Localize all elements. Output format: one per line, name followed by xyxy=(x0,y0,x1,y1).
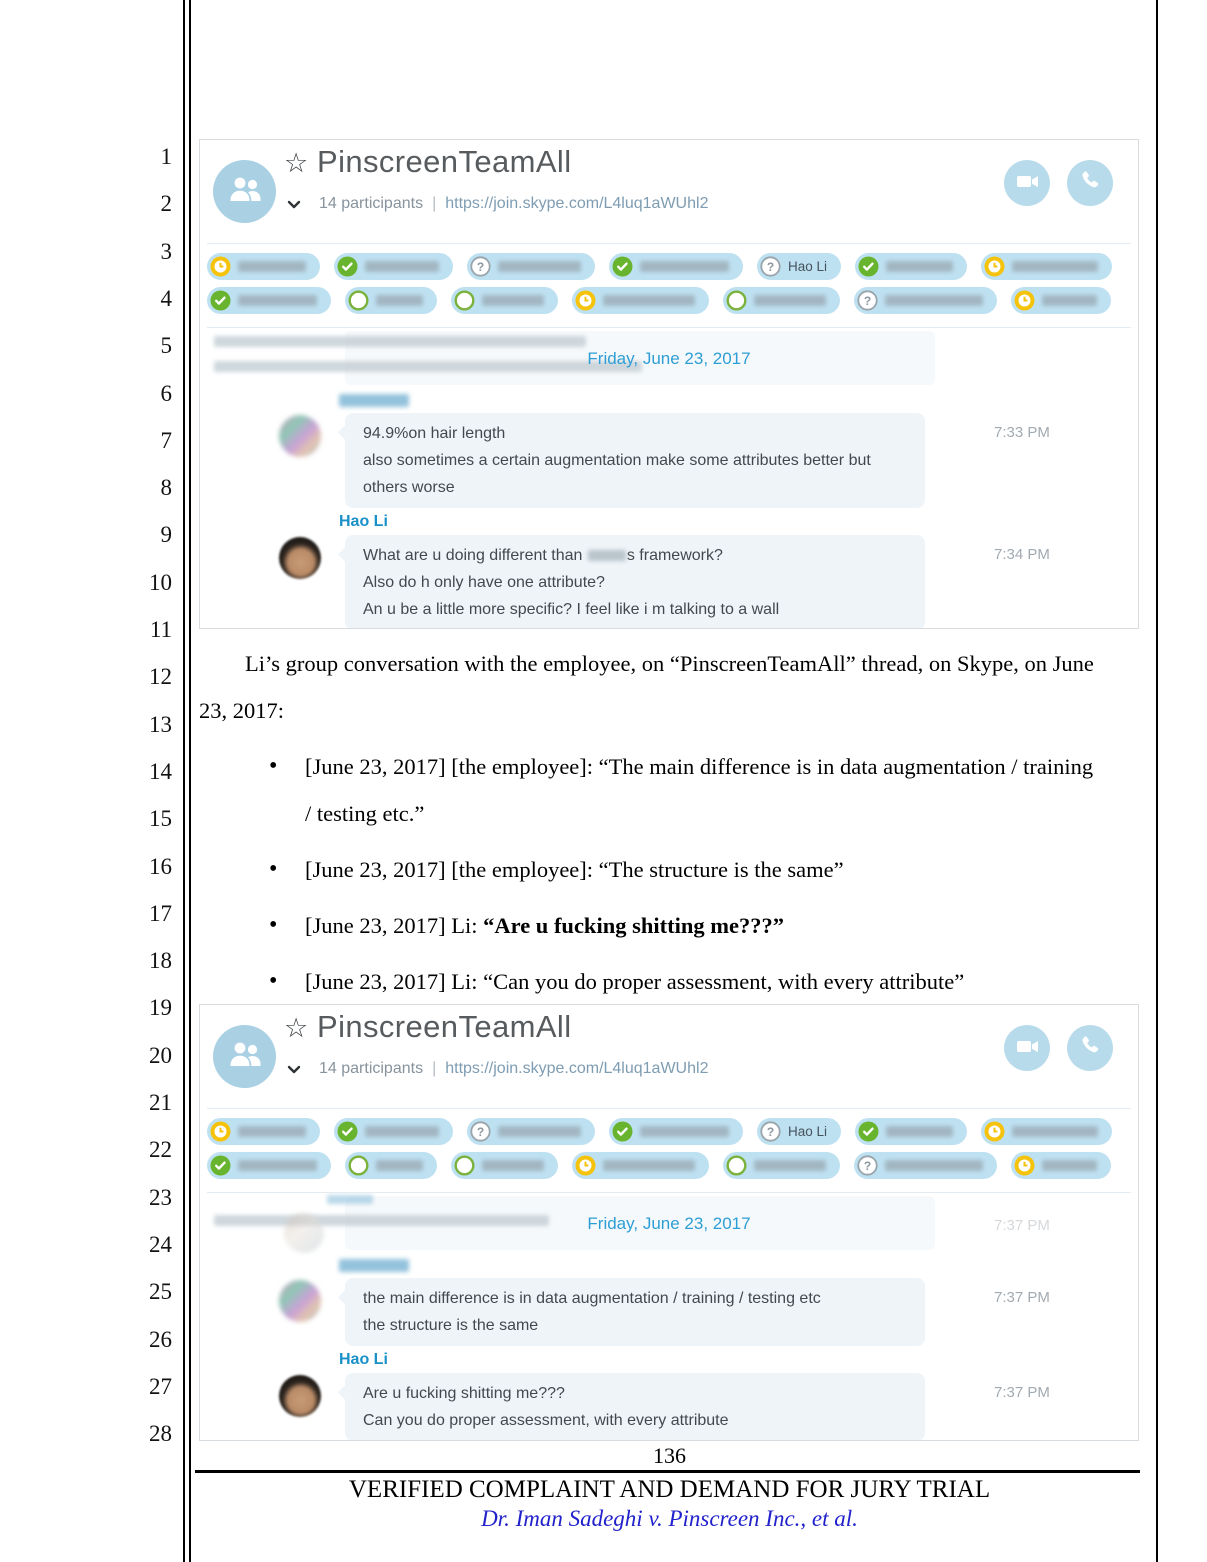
participants-row xyxy=(207,286,1138,314)
participant-name-blurred xyxy=(482,1160,544,1171)
participant-pill[interactable] xyxy=(854,287,997,314)
voice-call-button[interactable] xyxy=(1067,1025,1113,1071)
participant-pill[interactable] xyxy=(334,1118,453,1145)
bullet-text: [June 23, 2017] Li: xyxy=(305,913,484,938)
chat-header xyxy=(200,140,1138,243)
participant-pill[interactable] xyxy=(609,1118,743,1145)
message-text-segment: Also do h only have one attribute? xyxy=(363,574,605,591)
line-number: 8 xyxy=(160,475,172,500)
redacted-text xyxy=(214,336,586,347)
status-away-icon xyxy=(210,1121,231,1142)
line-number: 7 xyxy=(160,428,172,453)
participant-name-blurred xyxy=(640,1126,729,1137)
participant-pill[interactable] xyxy=(572,287,709,314)
message-group xyxy=(200,391,1138,508)
participant-pill[interactable] xyxy=(345,287,437,314)
video-camera-icon xyxy=(1013,167,1041,200)
participant-name-blurred xyxy=(885,1160,983,1171)
participant-name-blurred xyxy=(886,1126,953,1137)
participant-name-blurred xyxy=(482,295,544,306)
group-avatar[interactable] xyxy=(213,1025,276,1088)
sender-avatar[interactable] xyxy=(279,1280,321,1322)
svg-text:?: ? xyxy=(863,1158,872,1173)
sender-name-blurred xyxy=(339,1259,409,1272)
separator: | xyxy=(432,1060,437,1077)
sender-name xyxy=(339,513,1138,535)
status-online-icon xyxy=(858,1121,879,1142)
faded-message-row xyxy=(200,1193,1138,1256)
participant-name-blurred xyxy=(1012,1126,1098,1137)
participant-pill[interactable] xyxy=(723,1152,840,1179)
status-online-icon xyxy=(337,256,358,277)
message-bubble xyxy=(345,535,925,628)
message-text xyxy=(363,1314,899,1337)
video-call-button[interactable] xyxy=(1004,1025,1050,1071)
status-away-icon xyxy=(1014,1155,1035,1176)
participant-name-blurred xyxy=(640,261,729,272)
sender-name-text: Hao Li xyxy=(339,513,388,530)
message-text xyxy=(363,1409,899,1432)
status-away-icon xyxy=(575,1155,596,1176)
line-number: 15 xyxy=(149,806,172,831)
bullet-list xyxy=(199,743,1147,1005)
participant-pill[interactable] xyxy=(757,1118,841,1145)
participants-row xyxy=(207,252,1138,280)
line-number: 24 xyxy=(149,1232,172,1257)
participant-name-blurred xyxy=(603,295,695,306)
complaint-text xyxy=(199,640,1147,1005)
participant-name-blurred xyxy=(1042,1160,1097,1171)
status-online-icon xyxy=(612,1121,633,1142)
message-bubble xyxy=(345,413,925,508)
chevron-down-icon[interactable] xyxy=(287,197,301,215)
message-text xyxy=(363,449,899,472)
line-number: 21 xyxy=(149,1090,172,1115)
participant-name-blurred xyxy=(376,295,423,306)
message-row xyxy=(200,1278,1138,1346)
sender-name-blurred xyxy=(339,394,409,407)
svg-text:?: ? xyxy=(476,259,485,274)
participant-name-blurred xyxy=(886,261,953,272)
message-text xyxy=(363,1287,899,1310)
bullet-item xyxy=(305,902,1147,949)
paragraph-line: Li’s group conversation with the employee, on “PinscreenTeamAll” thread, on Skype, on June xyxy=(245,651,1094,676)
line-number: 9 xyxy=(160,522,172,547)
status-offline-icon xyxy=(454,1155,475,1176)
participant-pill[interactable] xyxy=(467,253,595,280)
participant-pill[interactable] xyxy=(855,253,967,280)
participant-pill[interactable] xyxy=(855,1118,967,1145)
message-timestamp: 7:34 PM xyxy=(994,546,1050,563)
status-online-icon xyxy=(337,1121,358,1142)
line-number: 25 xyxy=(149,1279,172,1304)
status-online-icon xyxy=(210,290,231,311)
message-text-segment: the main difference is in data augmentation / training / testing etc xyxy=(363,1290,821,1307)
paragraph-line: 23, 2017: xyxy=(199,698,285,723)
status-away-icon xyxy=(984,256,1005,277)
chat-header xyxy=(200,1005,1138,1108)
message-text-segment: the structure is the same xyxy=(363,1317,539,1334)
video-call-button[interactable] xyxy=(1004,160,1050,206)
message-row xyxy=(200,413,1138,508)
participant-pill[interactable] xyxy=(981,253,1112,280)
participant-name-blurred xyxy=(754,295,826,306)
participant-name-blurred xyxy=(238,1160,317,1171)
message-bubble xyxy=(345,1373,925,1440)
line-number: 1 xyxy=(160,144,172,169)
bullet-item xyxy=(305,743,1147,837)
line-number: 23 xyxy=(149,1185,172,1210)
message-list xyxy=(200,1193,1138,1440)
line-number: 22 xyxy=(149,1137,172,1162)
page-number: 136 xyxy=(653,1443,686,1468)
message-text-segment: 94.9%on hair length xyxy=(363,425,506,442)
participants-count[interactable]: 14 participants xyxy=(319,1060,424,1077)
message-text-segment: others worse xyxy=(363,479,455,496)
participant-name-blurred xyxy=(885,295,983,306)
message-text-segment: Can you do proper assessment, with every attribute xyxy=(363,1412,729,1429)
chat-title: PinscreenTeamAll xyxy=(317,1009,572,1044)
participant-pill[interactable] xyxy=(1011,1152,1111,1179)
line-number: 16 xyxy=(149,854,172,879)
message-text-segment: Are u fucking shitting me??? xyxy=(363,1385,565,1402)
svg-text:?: ? xyxy=(476,1124,485,1139)
join-link[interactable]: https://join.skype.com/L4luq1aWUhl2 xyxy=(445,1060,709,1077)
participant-pill[interactable] xyxy=(572,1152,709,1179)
status-away-icon xyxy=(210,256,231,277)
date-divider: Friday, June 23, 2017 xyxy=(587,1214,751,1233)
favorite-star-icon[interactable]: ☆ xyxy=(284,1013,309,1043)
bullet-text: [June 23, 2017] [the employee]: “The structure is the same” xyxy=(305,857,844,882)
sender-name xyxy=(339,391,1138,413)
participant-name-blurred xyxy=(498,1126,581,1137)
svg-text:?: ? xyxy=(863,293,872,308)
status-away-icon xyxy=(575,290,596,311)
participant-name-blurred xyxy=(603,1160,695,1171)
chat-subheader xyxy=(319,1060,708,1078)
footer-title: VERIFIED COMPLAINT AND DEMAND FOR JURY TRIAL xyxy=(348,1476,991,1503)
line-number: 6 xyxy=(160,381,172,406)
line-number: 28 xyxy=(149,1421,172,1446)
message-text-segment: also sometimes a certain augmentation make some attributes better but xyxy=(363,452,871,469)
redacted-text xyxy=(588,550,626,561)
sender-avatar[interactable] xyxy=(279,1375,321,1417)
phone-icon xyxy=(1077,1033,1103,1064)
divider xyxy=(207,1108,1131,1109)
participant-name-blurred xyxy=(498,261,581,272)
line-number: 20 xyxy=(149,1043,172,1068)
message-timestamp: 7:33 PM xyxy=(994,424,1050,441)
participant-pill[interactable] xyxy=(757,253,841,280)
status-unknown-icon xyxy=(470,256,491,277)
sender-avatar[interactable] xyxy=(279,537,321,579)
line-number: 17 xyxy=(149,901,172,926)
footer-rule xyxy=(195,1470,1140,1473)
sender-name xyxy=(339,1351,1138,1373)
line-number: 10 xyxy=(149,570,172,595)
bullet-item xyxy=(305,958,1147,1005)
message-text xyxy=(363,1382,899,1405)
participant-pill[interactable] xyxy=(334,253,453,280)
message-text xyxy=(363,422,899,445)
participant-name-blurred xyxy=(754,1160,826,1171)
participant-name-blurred xyxy=(365,1126,439,1137)
participant-pill[interactable] xyxy=(207,287,331,314)
svg-text:?: ? xyxy=(766,259,775,274)
message-bubble xyxy=(345,1278,925,1346)
skype-screenshot-2 xyxy=(199,1004,1139,1441)
line-number: 26 xyxy=(149,1327,172,1352)
status-unknown-icon xyxy=(760,1121,781,1142)
message-text-segment: An u be a little more specific? I feel like i m talking to a wall xyxy=(363,601,780,618)
participants-row xyxy=(207,1151,1138,1179)
sender-name-text: Hao Li xyxy=(339,1351,388,1368)
participant-name-blurred xyxy=(365,261,439,272)
participant-pill[interactable] xyxy=(854,1152,997,1179)
message-row xyxy=(200,535,1138,628)
status-away-icon xyxy=(984,1121,1005,1142)
group-avatar[interactable] xyxy=(213,160,276,223)
message-text xyxy=(363,476,899,499)
line-number: 4 xyxy=(160,286,172,311)
bullet-text: “Are u fucking shitting me???” xyxy=(483,913,784,938)
footer-case-caption: Dr. Iman Sadeghi v. Pinscreen Inc., et al. xyxy=(481,1506,858,1531)
faded-sender-name-blurred xyxy=(327,1195,373,1204)
separator: | xyxy=(432,195,437,212)
line-number: 19 xyxy=(149,995,172,1020)
line-number: 27 xyxy=(149,1374,172,1399)
sender-name xyxy=(339,1256,1138,1278)
message-group xyxy=(200,1351,1138,1440)
bullet-item xyxy=(305,846,1147,893)
status-away-icon xyxy=(1014,290,1035,311)
join-link[interactable]: https://join.skype.com/L4luq1aWUhl2 xyxy=(445,195,709,212)
divider xyxy=(207,243,1131,244)
line-number: 3 xyxy=(160,239,172,264)
participant-name-blurred xyxy=(238,1126,306,1137)
status-offline-icon xyxy=(726,290,747,311)
status-unknown-icon xyxy=(857,1155,878,1176)
chat-title: PinscreenTeamAll xyxy=(317,144,572,179)
message-timestamp: 7:37 PM xyxy=(994,1289,1050,1306)
message-group xyxy=(200,1256,1138,1346)
message-text xyxy=(363,544,899,567)
participants-count[interactable]: 14 participants xyxy=(319,195,424,212)
date-divider: Friday, June 23, 2017 xyxy=(587,349,751,368)
participant-pill[interactable] xyxy=(207,1118,320,1145)
message-text-segment: s framework? xyxy=(626,547,723,564)
message-text xyxy=(363,571,899,594)
participant-pill[interactable] xyxy=(207,253,320,280)
faded-timestamp: 7:37 PM xyxy=(994,1217,1050,1234)
status-online-icon xyxy=(858,256,879,277)
message-timestamp: 7:37 PM xyxy=(994,1384,1050,1401)
faded-message-row xyxy=(200,328,1138,391)
participant-pill[interactable] xyxy=(609,253,743,280)
left-margin-rule-2 xyxy=(189,0,191,1562)
group-people-icon xyxy=(226,174,264,209)
line-number: 5 xyxy=(160,333,172,358)
message-list xyxy=(200,328,1138,628)
participant-pill[interactable] xyxy=(723,287,840,314)
paragraph xyxy=(199,640,1147,734)
left-margin-rule xyxy=(183,0,185,1562)
line-number: 18 xyxy=(149,948,172,973)
chevron-down-icon[interactable] xyxy=(287,1062,301,1080)
message-row xyxy=(200,1373,1138,1440)
participant-name-blurred xyxy=(376,1160,423,1171)
phone-icon xyxy=(1077,168,1103,199)
bullet-text: [June 23, 2017] [the employee]: “The main difference is in data augmentation / training xyxy=(305,754,1094,779)
sender-avatar[interactable] xyxy=(279,415,321,457)
line-number: 14 xyxy=(149,759,172,784)
status-unknown-icon xyxy=(760,256,781,277)
right-margin-rule xyxy=(1156,0,1158,1562)
participant-name-blurred xyxy=(1042,295,1097,306)
chat-subheader xyxy=(319,195,708,213)
skype-screenshot-1 xyxy=(199,139,1139,629)
participant-pill[interactable] xyxy=(207,1152,331,1179)
message-text-segment: What are u doing different than xyxy=(363,547,587,564)
participant-pill[interactable] xyxy=(345,1152,437,1179)
status-online-icon xyxy=(612,256,633,277)
status-offline-icon xyxy=(348,290,369,311)
video-camera-icon xyxy=(1013,1032,1041,1065)
participant-name: Hao Li xyxy=(788,258,828,274)
status-unknown-icon xyxy=(857,290,878,311)
participants-row xyxy=(207,1117,1138,1145)
svg-text:?: ? xyxy=(766,1124,775,1139)
participant-name-blurred xyxy=(238,261,306,272)
participant-pill[interactable] xyxy=(451,1152,558,1179)
favorite-star-icon[interactable]: ☆ xyxy=(284,148,309,178)
bullet-text: / testing etc.” xyxy=(305,801,425,826)
line-number: 2 xyxy=(160,191,172,216)
message-group xyxy=(200,513,1138,628)
status-offline-icon xyxy=(726,1155,747,1176)
status-offline-icon xyxy=(454,290,475,311)
bullet-text: [June 23, 2017] Li: “Can you do proper assessment, with every attribute” xyxy=(305,969,965,994)
line-number: 13 xyxy=(149,712,172,737)
status-offline-icon xyxy=(348,1155,369,1176)
participant-name: Hao Li xyxy=(788,1123,828,1139)
line-number: 11 xyxy=(149,617,172,642)
status-unknown-icon xyxy=(470,1121,491,1142)
participant-pill[interactable] xyxy=(981,1118,1112,1145)
voice-call-button[interactable] xyxy=(1067,160,1113,206)
participant-pill[interactable] xyxy=(467,1118,595,1145)
message-text xyxy=(363,598,899,621)
line-number: 12 xyxy=(149,664,172,689)
participant-name-blurred xyxy=(238,295,317,306)
group-people-icon xyxy=(226,1039,264,1074)
participant-pill[interactable] xyxy=(1011,287,1111,314)
status-online-icon xyxy=(210,1155,231,1176)
participant-name-blurred xyxy=(1012,261,1098,272)
participant-pill[interactable] xyxy=(451,287,558,314)
